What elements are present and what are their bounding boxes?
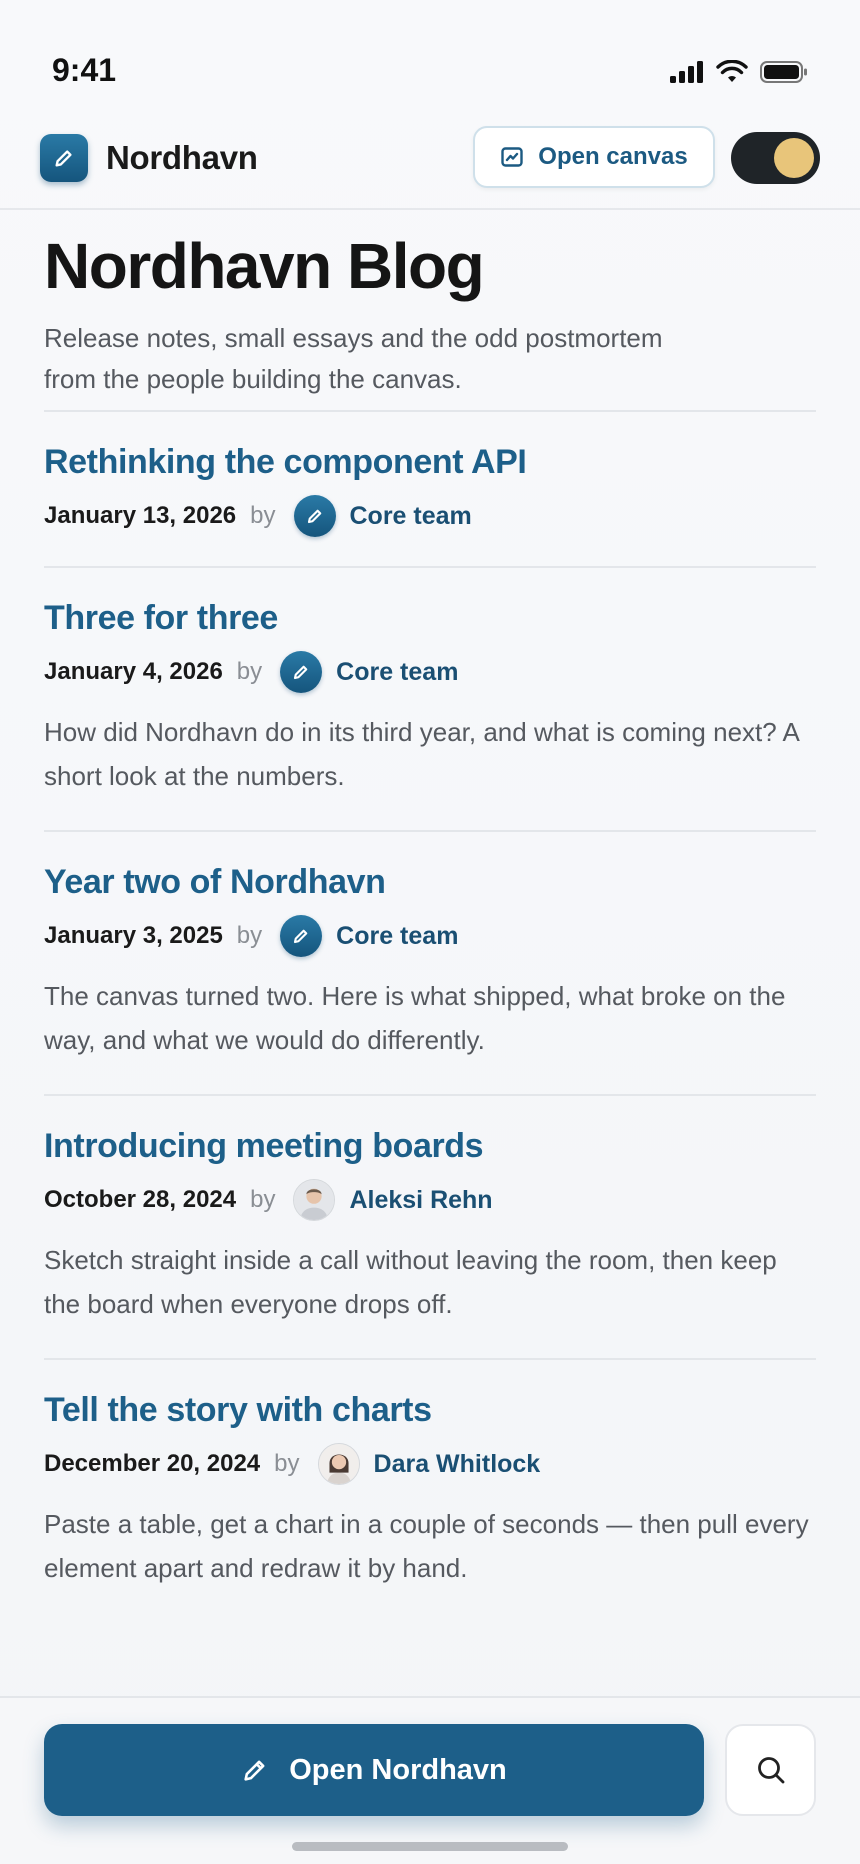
author-name-link[interactable]: Dara Whitlock xyxy=(373,1449,541,1478)
post-title-link[interactable]: Introducing meeting boards xyxy=(44,1127,484,1165)
post-item xyxy=(44,832,816,1094)
pencil-icon xyxy=(241,1756,269,1784)
post-date: January 3, 2025 xyxy=(44,922,223,949)
person-photo-icon xyxy=(294,1179,334,1221)
post-title-link[interactable]: Year two of Nordhavn xyxy=(44,863,386,901)
cellular-signal-icon xyxy=(670,61,704,83)
post-date: December 20, 2024 xyxy=(44,1450,261,1477)
status-icons xyxy=(670,60,808,84)
pencil-icon xyxy=(292,663,310,681)
post-item xyxy=(44,412,816,566)
post-excerpt: Sketch straight inside a call without leaving the room, then keep the board when everyone drops off. xyxy=(44,1245,777,1319)
author-avatar xyxy=(280,651,322,693)
post-excerpt: How did Nordhavn do in its third year, and what is coming next? A short look at the numbers. xyxy=(44,717,799,791)
pencil-icon xyxy=(306,507,324,525)
post-by: by xyxy=(250,502,276,529)
post-meta xyxy=(44,650,816,694)
post-date: October 28, 2024 xyxy=(44,1186,237,1213)
open-canvas-label: Open canvas xyxy=(538,143,688,170)
status-bar xyxy=(0,0,860,110)
post-title-link[interactable]: Tell the story with charts xyxy=(44,1391,432,1429)
main-content xyxy=(44,230,816,1622)
post-by: by xyxy=(250,1186,276,1213)
post-excerpt: The canvas turned two. Here is what shipped, what broke on the way, and what we would do differently. xyxy=(44,981,786,1055)
post-meta xyxy=(44,1178,816,1222)
author-name-link[interactable]: Core team xyxy=(349,501,472,530)
wifi-icon xyxy=(716,60,748,84)
pencil-icon xyxy=(53,147,75,169)
post-meta xyxy=(44,1442,816,1486)
pencil-icon xyxy=(292,927,310,945)
search-button[interactable] xyxy=(725,1724,816,1816)
post-date: January 13, 2026 xyxy=(44,502,237,529)
author-name-link[interactable]: Core team xyxy=(336,921,459,950)
theme-toggle[interactable] xyxy=(731,132,820,184)
home-indicator xyxy=(292,1842,568,1851)
author-avatar xyxy=(294,495,336,537)
brand-logo xyxy=(40,134,88,182)
chart-icon xyxy=(500,145,524,169)
post-meta xyxy=(44,494,816,538)
post-by: by xyxy=(236,658,263,685)
author-photo-avatar xyxy=(293,1179,335,1221)
open-canvas-button[interactable] xyxy=(473,126,715,188)
battery-icon xyxy=(760,60,808,84)
post-title-link[interactable]: Rethinking the component API xyxy=(44,443,527,481)
app-header xyxy=(0,118,860,210)
post-by: by xyxy=(274,1450,300,1477)
open-app-label: Open Nordhavn xyxy=(289,1753,507,1786)
brand-name: Nordhavn xyxy=(106,139,258,176)
author-photo-avatar xyxy=(318,1443,360,1485)
person-photo-icon xyxy=(319,1443,359,1485)
post-by: by xyxy=(236,922,263,949)
post-item xyxy=(44,1096,816,1358)
search-icon xyxy=(755,1754,787,1786)
post-item xyxy=(44,568,816,830)
post-item xyxy=(44,1360,816,1622)
page-intro: Release notes, small essays and the odd postmortem from the people building the canvas. xyxy=(44,323,663,394)
post-meta xyxy=(44,914,816,958)
post-title-link[interactable]: Three for three xyxy=(44,599,278,637)
brand[interactable] xyxy=(40,134,258,182)
toggle-knob xyxy=(774,138,814,178)
post-date: January 4, 2026 xyxy=(44,658,223,685)
page-title: Nordhavn Blog xyxy=(44,230,484,302)
post-excerpt: Paste a table, get a chart in a couple of seconds — then pull every element apart and redraw it by hand. xyxy=(44,1509,809,1583)
author-avatar xyxy=(280,915,322,957)
status-time: 9:41 xyxy=(52,52,117,88)
bottom-action-bar xyxy=(0,1696,860,1864)
author-name-link[interactable]: Core team xyxy=(336,657,459,686)
author-name-link[interactable]: Aleksi Rehn xyxy=(349,1185,493,1214)
open-app-button[interactable] xyxy=(44,1724,704,1816)
